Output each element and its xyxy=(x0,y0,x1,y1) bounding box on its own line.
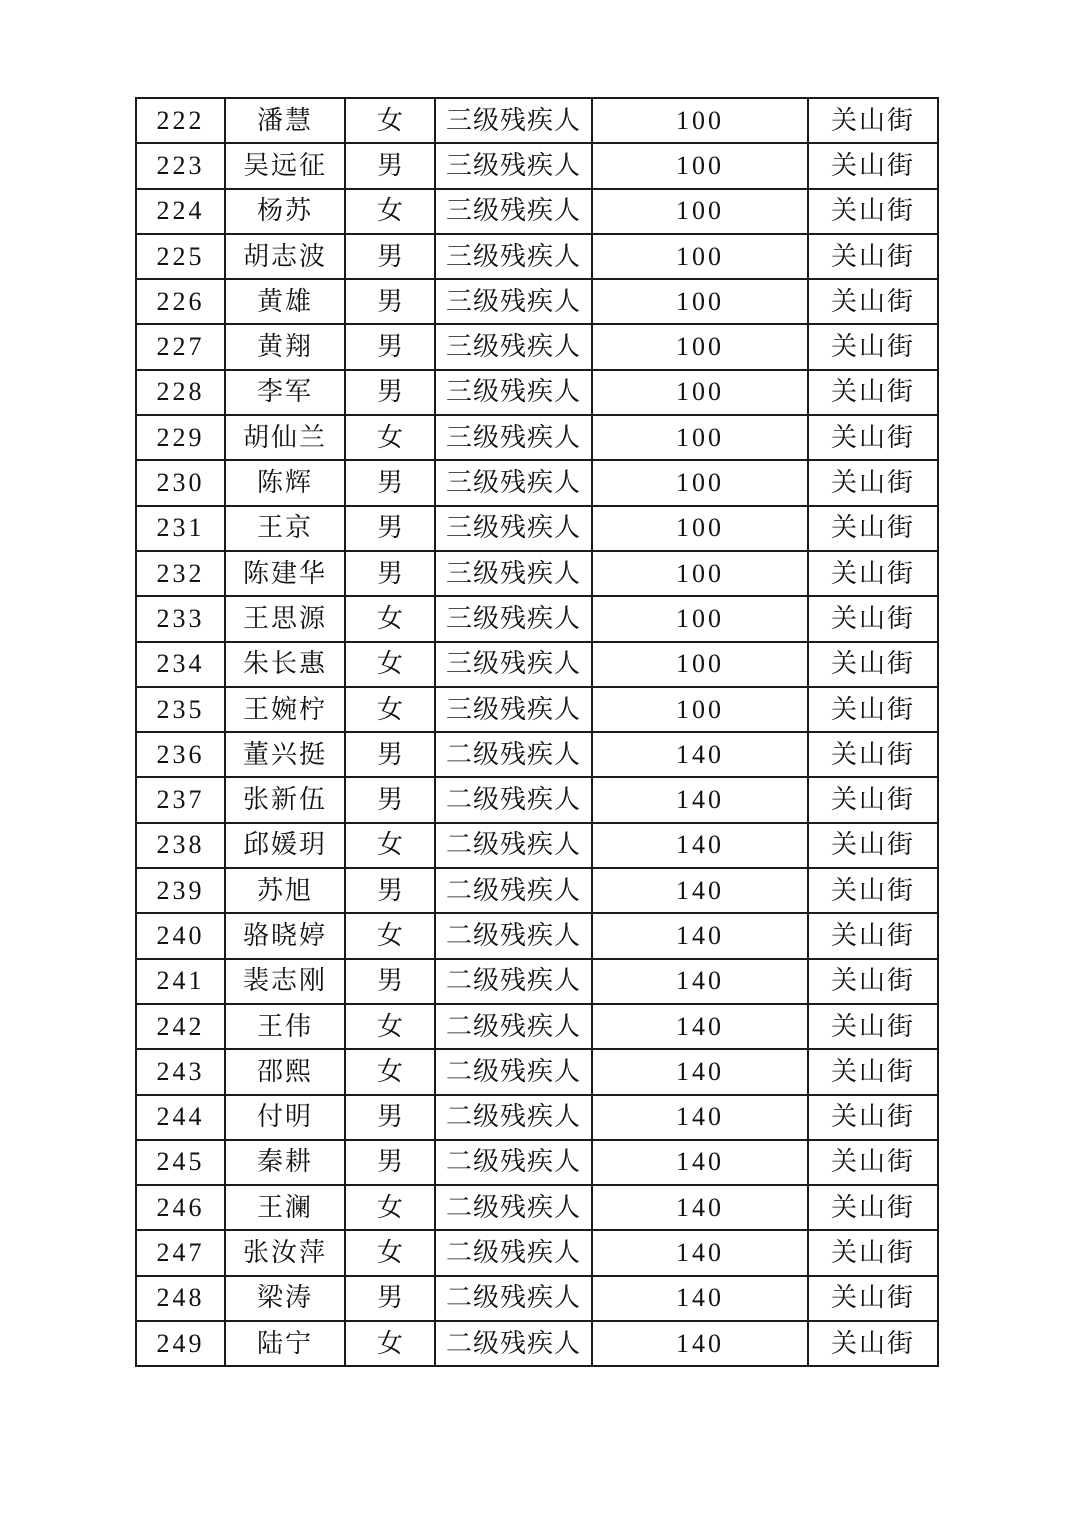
area-cell: 关山街 xyxy=(808,868,938,913)
amount-cell: 100 xyxy=(592,234,808,279)
amount-cell: 100 xyxy=(592,98,808,143)
table-row xyxy=(136,1230,938,1275)
name-cell: 黄雄 xyxy=(225,279,345,324)
amount-cell: 140 xyxy=(592,1004,808,1049)
area-cell: 关山街 xyxy=(808,732,938,777)
row-number-cell: 235 xyxy=(136,687,225,732)
amount-cell: 100 xyxy=(592,687,808,732)
name-cell: 张汝萍 xyxy=(225,1230,345,1275)
disability-level-cell: 二级残疾人 xyxy=(435,1185,592,1230)
name-cell: 王京 xyxy=(225,506,345,551)
amount-cell: 100 xyxy=(592,551,808,596)
area-cell: 关山街 xyxy=(808,823,938,868)
disability-level-cell: 三级残疾人 xyxy=(435,460,592,505)
row-number-cell: 222 xyxy=(136,98,225,143)
table-row xyxy=(136,324,938,369)
amount-cell: 100 xyxy=(592,279,808,324)
disability-level-cell: 二级残疾人 xyxy=(435,1230,592,1275)
area-cell: 关山街 xyxy=(808,370,938,415)
area-cell: 关山街 xyxy=(808,1185,938,1230)
area-cell: 关山街 xyxy=(808,1049,938,1094)
roster-table xyxy=(135,97,939,1367)
disability-level-cell: 三级残疾人 xyxy=(435,596,592,641)
name-cell: 王澜 xyxy=(225,1185,345,1230)
amount-cell: 100 xyxy=(592,415,808,460)
disability-level-cell: 三级残疾人 xyxy=(435,551,592,596)
table-row xyxy=(136,868,938,913)
disability-level-cell: 三级残疾人 xyxy=(435,189,592,234)
disability-level-cell: 二级残疾人 xyxy=(435,959,592,1004)
table-row xyxy=(136,279,938,324)
table-row xyxy=(136,777,938,822)
disability-level-cell: 二级残疾人 xyxy=(435,1276,592,1321)
amount-cell: 140 xyxy=(592,1095,808,1140)
disability-level-cell: 二级残疾人 xyxy=(435,1004,592,1049)
gender-cell: 男 xyxy=(345,460,435,505)
amount-cell: 140 xyxy=(592,1140,808,1185)
gender-cell: 男 xyxy=(345,551,435,596)
amount-cell: 100 xyxy=(592,596,808,641)
row-number-cell: 228 xyxy=(136,370,225,415)
area-cell: 关山街 xyxy=(808,913,938,958)
area-cell: 关山街 xyxy=(808,98,938,143)
area-cell: 关山街 xyxy=(808,324,938,369)
area-cell: 关山街 xyxy=(808,1321,938,1366)
table-row xyxy=(136,823,938,868)
area-cell: 关山街 xyxy=(808,460,938,505)
gender-cell: 女 xyxy=(345,1049,435,1094)
area-cell: 关山街 xyxy=(808,1095,938,1140)
name-cell: 陈建华 xyxy=(225,551,345,596)
row-number-cell: 226 xyxy=(136,279,225,324)
area-cell: 关山街 xyxy=(808,1276,938,1321)
gender-cell: 男 xyxy=(345,777,435,822)
name-cell: 李军 xyxy=(225,370,345,415)
disability-level-cell: 三级残疾人 xyxy=(435,324,592,369)
name-cell: 黄翔 xyxy=(225,324,345,369)
area-cell: 关山街 xyxy=(808,506,938,551)
table-row xyxy=(136,1004,938,1049)
amount-cell: 100 xyxy=(592,460,808,505)
disability-level-cell: 三级残疾人 xyxy=(435,415,592,460)
name-cell: 陈辉 xyxy=(225,460,345,505)
row-number-cell: 231 xyxy=(136,506,225,551)
amount-cell: 140 xyxy=(592,823,808,868)
table-row xyxy=(136,460,938,505)
gender-cell: 女 xyxy=(345,1185,435,1230)
row-number-cell: 240 xyxy=(136,913,225,958)
row-number-cell: 234 xyxy=(136,642,225,687)
name-cell: 胡志波 xyxy=(225,234,345,279)
area-cell: 关山街 xyxy=(808,1230,938,1275)
disability-level-cell: 二级残疾人 xyxy=(435,732,592,777)
gender-cell: 女 xyxy=(345,1230,435,1275)
gender-cell: 男 xyxy=(345,1276,435,1321)
name-cell: 裴志刚 xyxy=(225,959,345,1004)
gender-cell: 女 xyxy=(345,189,435,234)
table-row xyxy=(136,1140,938,1185)
area-cell: 关山街 xyxy=(808,642,938,687)
name-cell: 董兴挺 xyxy=(225,732,345,777)
table-row xyxy=(136,913,938,958)
table-row xyxy=(136,234,938,279)
row-number-cell: 232 xyxy=(136,551,225,596)
disability-level-cell: 二级残疾人 xyxy=(435,777,592,822)
table-row xyxy=(136,415,938,460)
table-row xyxy=(136,98,938,143)
row-number-cell: 241 xyxy=(136,959,225,1004)
row-number-cell: 230 xyxy=(136,460,225,505)
amount-cell: 100 xyxy=(592,143,808,188)
gender-cell: 女 xyxy=(345,596,435,641)
name-cell: 杨苏 xyxy=(225,189,345,234)
amount-cell: 140 xyxy=(592,959,808,1004)
gender-cell: 男 xyxy=(345,959,435,1004)
gender-cell: 女 xyxy=(345,1321,435,1366)
gender-cell: 男 xyxy=(345,143,435,188)
area-cell: 关山街 xyxy=(808,415,938,460)
name-cell: 苏旭 xyxy=(225,868,345,913)
table-row xyxy=(136,959,938,1004)
disability-level-cell: 三级残疾人 xyxy=(435,279,592,324)
table-row xyxy=(136,687,938,732)
amount-cell: 100 xyxy=(592,324,808,369)
row-number-cell: 249 xyxy=(136,1321,225,1366)
row-number-cell: 223 xyxy=(136,143,225,188)
area-cell: 关山街 xyxy=(808,1140,938,1185)
disability-level-cell: 二级残疾人 xyxy=(435,1049,592,1094)
gender-cell: 男 xyxy=(345,732,435,777)
disability-level-cell: 三级残疾人 xyxy=(435,143,592,188)
gender-cell: 女 xyxy=(345,913,435,958)
gender-cell: 男 xyxy=(345,1095,435,1140)
gender-cell: 男 xyxy=(345,1140,435,1185)
gender-cell: 男 xyxy=(345,324,435,369)
name-cell: 邵熙 xyxy=(225,1049,345,1094)
disability-level-cell: 三级残疾人 xyxy=(435,642,592,687)
area-cell: 关山街 xyxy=(808,777,938,822)
row-number-cell: 233 xyxy=(136,596,225,641)
disability-level-cell: 二级残疾人 xyxy=(435,1095,592,1140)
table-row xyxy=(136,596,938,641)
area-cell: 关山街 xyxy=(808,234,938,279)
disability-level-cell: 二级残疾人 xyxy=(435,913,592,958)
table-row xyxy=(136,1095,938,1140)
gender-cell: 女 xyxy=(345,415,435,460)
name-cell: 邱媛玥 xyxy=(225,823,345,868)
amount-cell: 100 xyxy=(592,370,808,415)
disability-level-cell: 二级残疾人 xyxy=(435,868,592,913)
row-number-cell: 243 xyxy=(136,1049,225,1094)
row-number-cell: 246 xyxy=(136,1185,225,1230)
gender-cell: 男 xyxy=(345,506,435,551)
name-cell: 王思源 xyxy=(225,596,345,641)
area-cell: 关山街 xyxy=(808,687,938,732)
area-cell: 关山街 xyxy=(808,143,938,188)
name-cell: 陆宁 xyxy=(225,1321,345,1366)
name-cell: 张新伍 xyxy=(225,777,345,822)
name-cell: 秦耕 xyxy=(225,1140,345,1185)
amount-cell: 140 xyxy=(592,1276,808,1321)
row-number-cell: 239 xyxy=(136,868,225,913)
disability-level-cell: 二级残疾人 xyxy=(435,1321,592,1366)
amount-cell: 140 xyxy=(592,1185,808,1230)
row-number-cell: 236 xyxy=(136,732,225,777)
row-number-cell: 237 xyxy=(136,777,225,822)
amount-cell: 140 xyxy=(592,868,808,913)
disability-level-cell: 三级残疾人 xyxy=(435,234,592,279)
table-row xyxy=(136,1049,938,1094)
gender-cell: 男 xyxy=(345,234,435,279)
table-row xyxy=(136,551,938,596)
row-number-cell: 238 xyxy=(136,823,225,868)
area-cell: 关山街 xyxy=(808,959,938,1004)
amount-cell: 140 xyxy=(592,777,808,822)
amount-cell: 140 xyxy=(592,1230,808,1275)
amount-cell: 100 xyxy=(592,506,808,551)
row-number-cell: 247 xyxy=(136,1230,225,1275)
area-cell: 关山街 xyxy=(808,551,938,596)
table-row xyxy=(136,1276,938,1321)
gender-cell: 女 xyxy=(345,687,435,732)
area-cell: 关山街 xyxy=(808,189,938,234)
area-cell: 关山街 xyxy=(808,596,938,641)
row-number-cell: 242 xyxy=(136,1004,225,1049)
table-row xyxy=(136,143,938,188)
area-cell: 关山街 xyxy=(808,1004,938,1049)
amount-cell: 140 xyxy=(592,1049,808,1094)
table-row xyxy=(136,189,938,234)
gender-cell: 男 xyxy=(345,370,435,415)
amount-cell: 100 xyxy=(592,189,808,234)
gender-cell: 女 xyxy=(345,98,435,143)
name-cell: 朱长惠 xyxy=(225,642,345,687)
table-row xyxy=(136,370,938,415)
table-row xyxy=(136,642,938,687)
area-cell: 关山街 xyxy=(808,279,938,324)
amount-cell: 140 xyxy=(592,732,808,777)
table-row xyxy=(136,1185,938,1230)
disability-level-cell: 三级残疾人 xyxy=(435,370,592,415)
disability-level-cell: 三级残疾人 xyxy=(435,687,592,732)
row-number-cell: 229 xyxy=(136,415,225,460)
gender-cell: 男 xyxy=(345,279,435,324)
table-row xyxy=(136,506,938,551)
roster-table-body xyxy=(136,98,938,1366)
row-number-cell: 224 xyxy=(136,189,225,234)
name-cell: 骆晓婷 xyxy=(225,913,345,958)
gender-cell: 男 xyxy=(345,868,435,913)
name-cell: 胡仙兰 xyxy=(225,415,345,460)
name-cell: 吴远征 xyxy=(225,143,345,188)
disability-level-cell: 三级残疾人 xyxy=(435,98,592,143)
table-row xyxy=(136,1321,938,1366)
gender-cell: 女 xyxy=(345,823,435,868)
amount-cell: 140 xyxy=(592,913,808,958)
gender-cell: 女 xyxy=(345,642,435,687)
row-number-cell: 225 xyxy=(136,234,225,279)
name-cell: 王伟 xyxy=(225,1004,345,1049)
name-cell: 潘慧 xyxy=(225,98,345,143)
disability-level-cell: 二级残疾人 xyxy=(435,1140,592,1185)
name-cell: 梁涛 xyxy=(225,1276,345,1321)
gender-cell: 女 xyxy=(345,1004,435,1049)
amount-cell: 140 xyxy=(592,1321,808,1366)
row-number-cell: 244 xyxy=(136,1095,225,1140)
row-number-cell: 248 xyxy=(136,1276,225,1321)
name-cell: 王婉柠 xyxy=(225,687,345,732)
disability-level-cell: 二级残疾人 xyxy=(435,823,592,868)
row-number-cell: 245 xyxy=(136,1140,225,1185)
name-cell: 付明 xyxy=(225,1095,345,1140)
disability-level-cell: 三级残疾人 xyxy=(435,506,592,551)
amount-cell: 100 xyxy=(592,642,808,687)
row-number-cell: 227 xyxy=(136,324,225,369)
table-row xyxy=(136,732,938,777)
